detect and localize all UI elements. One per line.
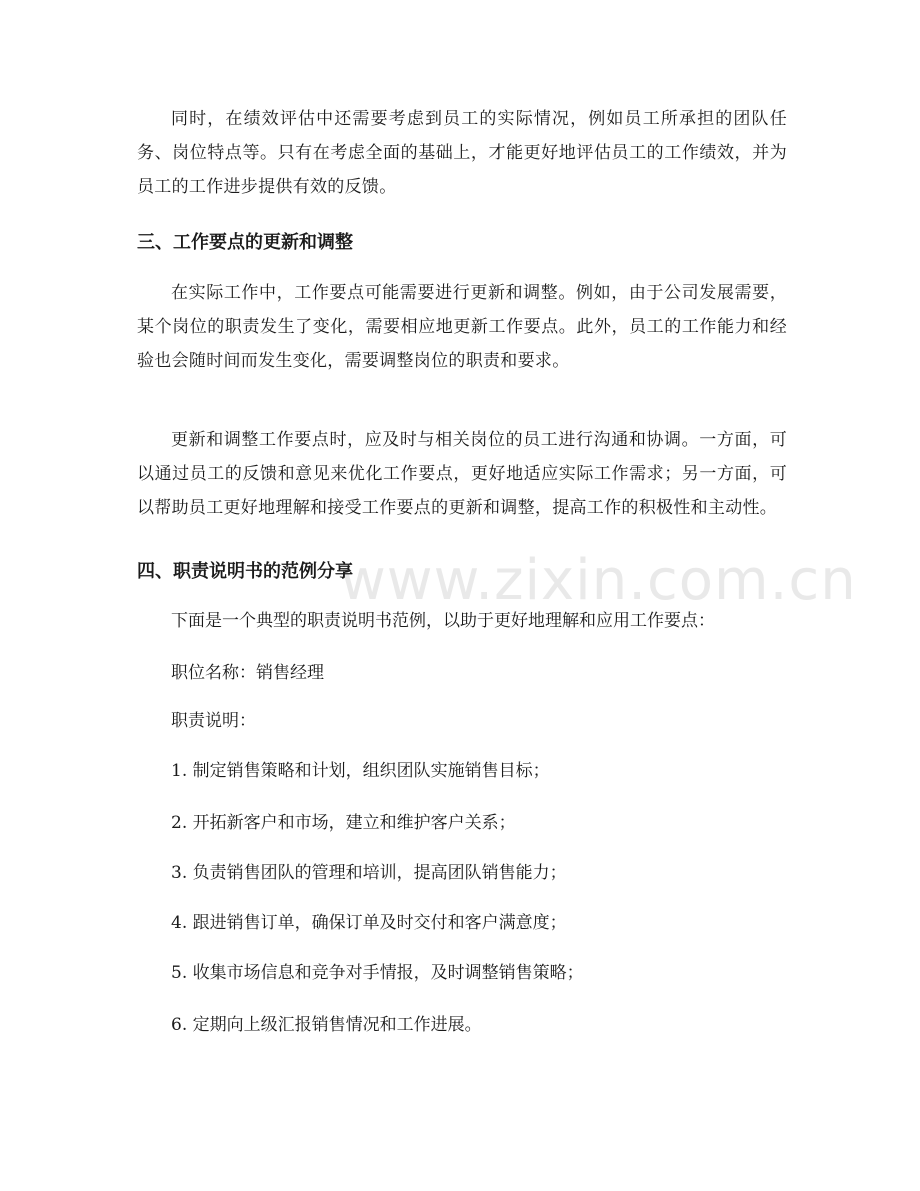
watermark: www.zixin.com.cn <box>340 548 857 613</box>
section-heading-4: 四、职责说明书的范例分享 <box>137 561 353 582</box>
duty-item-4: 4. 跟进销售订单，确保订单及时交付和客户满意度； <box>171 913 567 933</box>
duty-item-1: 1. 制定销售策略和计划，组织团队实施销售目标； <box>171 761 550 781</box>
duties-label: 职责说明： <box>171 711 256 731</box>
duty-item-3: 3. 负责销售团队的管理和培训，提高团队销售能力； <box>171 863 567 883</box>
paragraph-communication: 更新和调整工作要点时，应及时与相关岗位的员工进行沟通和协调。一方面，可以通过员工的反馈和意见来优化工作要点，更好地适应实际工作需求；另一方面，可以帮助员工更好地理解和接受工作要点的更新和调整，提高工作的积极性和主动性。 <box>137 430 787 518</box>
position-title: 职位名称：销售经理 <box>171 663 324 683</box>
paragraph-performance-evaluation: 同时，在绩效评估中还需要考虑到员工的实际情况，例如员工所承担的团队任务、岗位特点等。只有在考虑全面的基础上，才能更好地评估员工的工作绩效，并为员工的工作进步提供有效的反馈。 <box>137 109 787 197</box>
example-intro: 下面是一个典型的职责说明书范例，以助于更好地理解和应用工作要点： <box>171 611 715 631</box>
duty-item-2: 2. 开拓新客户和市场，建立和维护客户关系； <box>171 813 516 833</box>
duty-item-6: 6. 定期向上级汇报销售情况和工作进展。 <box>171 1015 482 1035</box>
duty-item-5: 5. 收集市场信息和竞争对手情报，及时调整销售策略； <box>171 963 584 983</box>
paragraph-update-needs: 在实际工作中，工作要点可能需要进行更新和调整。例如，由于公司发展需要，某个岗位的职责发生了变化，需要相应地更新工作要点。此外，员工的工作能力和经验也会随时间而发生变化，需要调整岗位的职责和要求。 <box>137 283 787 371</box>
section-heading-3: 三、工作要点的更新和调整 <box>137 232 353 253</box>
